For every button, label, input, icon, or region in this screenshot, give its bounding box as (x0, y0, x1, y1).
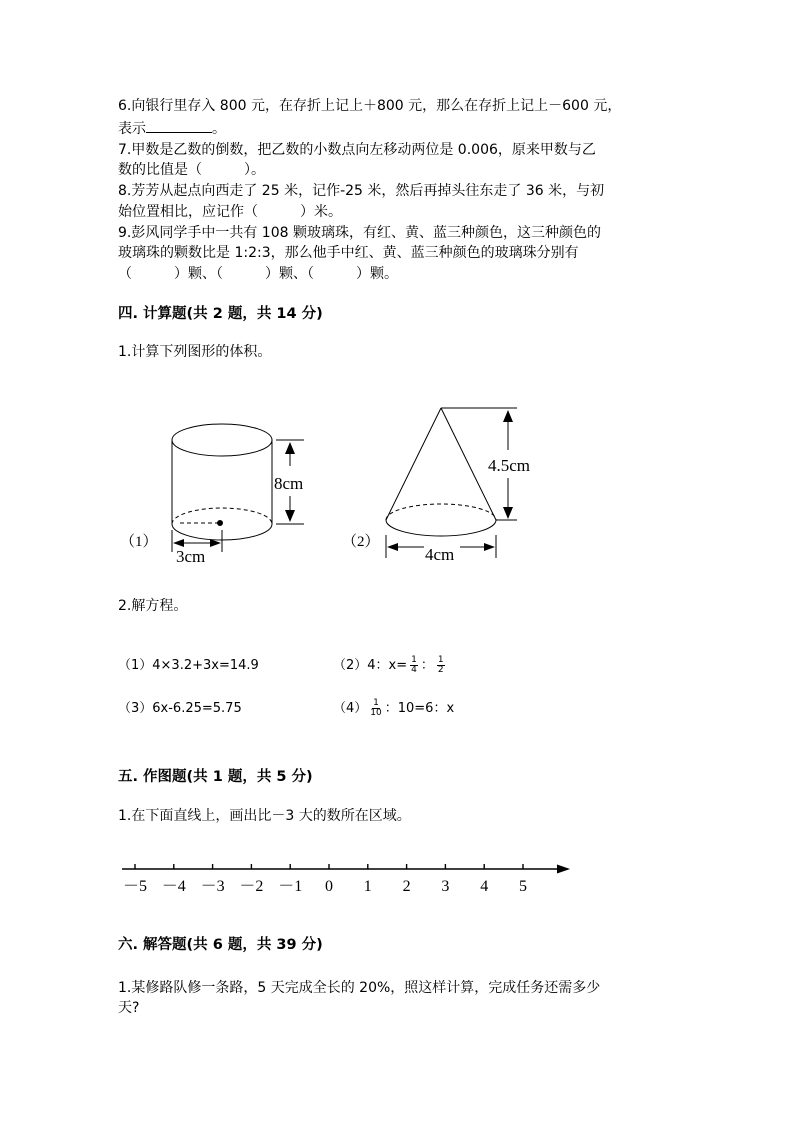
equation-4 (333, 699, 454, 719)
cone-label: （2） (342, 534, 380, 550)
answer-blank (146, 118, 212, 133)
number-line-label: －5 (122, 878, 148, 895)
fraction-one-quarter: $\frac{1}{4}$ (411, 655, 417, 675)
equation-2-prefix: （2）4：x= (333, 658, 408, 673)
q7-line1: 7.甲数是乙数的倒数，把乙数的小数点向左移动两位是 0.006，原来甲数与乙 (118, 142, 596, 158)
number-line-label: －4 (161, 878, 186, 895)
cylinder-height-label: 8cm (274, 474, 304, 493)
q9-line3: （ ）颗、（ ）颗、（ ）颗。 (118, 266, 398, 282)
number-line-label: －3 (200, 878, 225, 895)
section6-q1-line1: 1.某修路队修一条路，5 天完成全长的 20%，照这样计算，完成任务还需多少 (118, 980, 601, 996)
cone-height-label: 4.5cm (488, 456, 531, 475)
section4-title: 四. 计算题(共 2 题，共 14 分) (118, 306, 323, 322)
q7-line2: 数的比值是（ ）。 (118, 162, 265, 178)
q8-line2: 始位置相比，应记作（ ）米。 (118, 204, 342, 220)
section4-q2: 2.解方程。 (118, 598, 188, 614)
number-line-label: 4 (480, 878, 489, 895)
number-line-label: 5 (519, 878, 527, 895)
q6-prefix: 表示 (118, 121, 146, 137)
volume-figures (0, 390, 794, 590)
section5-q1: 1.在下面直线上，画出比－3 大的数所在区域。 (118, 808, 411, 824)
equation-2 (333, 656, 448, 676)
equation-2-colon: ： (420, 658, 434, 673)
cone-figure (342, 408, 530, 564)
number-line-label: 0 (325, 878, 333, 895)
number-line[interactable] (0, 850, 794, 910)
equation-3: （3）6x-6.25=5.75 (118, 701, 242, 716)
cylinder-label: （1） (120, 534, 158, 550)
fraction-one-half: $\frac{1}{2}$ (437, 655, 444, 675)
q9-line1: 9.彭风同学手中一共有 108 颗玻璃珠，有红、黄、蓝三种颜色，这三种颜色的 (118, 225, 601, 241)
number-line-label: 3 (441, 878, 450, 895)
q8-line1: 8.芳芳从起点向西走了 25 米，记作-25 米，然后再掉头往东走了 36 米，与初 (118, 183, 605, 199)
q6-line2 (118, 118, 226, 139)
section6-q1-line2: 天? (118, 1000, 140, 1016)
equation-1: （1）4×3.2+3x=14.9 (118, 658, 259, 673)
q9-line2: 玻璃珠的颗数比是 1:2:3，那么他手中红、黄、蓝三种颜色的玻璃珠分别有 (118, 245, 579, 261)
cylinder-radius-label: 3cm (176, 547, 206, 566)
number-line-label: －2 (239, 878, 264, 895)
number-line-label: 1 (363, 878, 372, 895)
cone-diameter-label: 4cm (425, 545, 455, 564)
equation-4-suffix: ：10=6：x (384, 701, 455, 716)
q6-line1: 6.向银行里存入 800 元，在存折上记上＋800 元，那么在存折上记上－600 元， (118, 98, 622, 114)
number-line-arrowhead (557, 865, 570, 874)
section6-title: 六. 解答题(共 6 题，共 39 分) (118, 937, 323, 953)
fraction-one-tenth: $\frac{1}{10}$ (370, 698, 382, 718)
equation-4-prefix: （4） (333, 701, 368, 716)
section4-q1: 1.计算下列图形的体积。 (118, 344, 272, 360)
number-line-label: －1 (278, 878, 303, 895)
q6-suffix: 。 (212, 121, 226, 137)
cylinder-figure (120, 424, 304, 566)
number-line-label: 2 (402, 878, 411, 895)
section5-title: 五. 作图题(共 1 题，共 5 分) (118, 769, 313, 785)
